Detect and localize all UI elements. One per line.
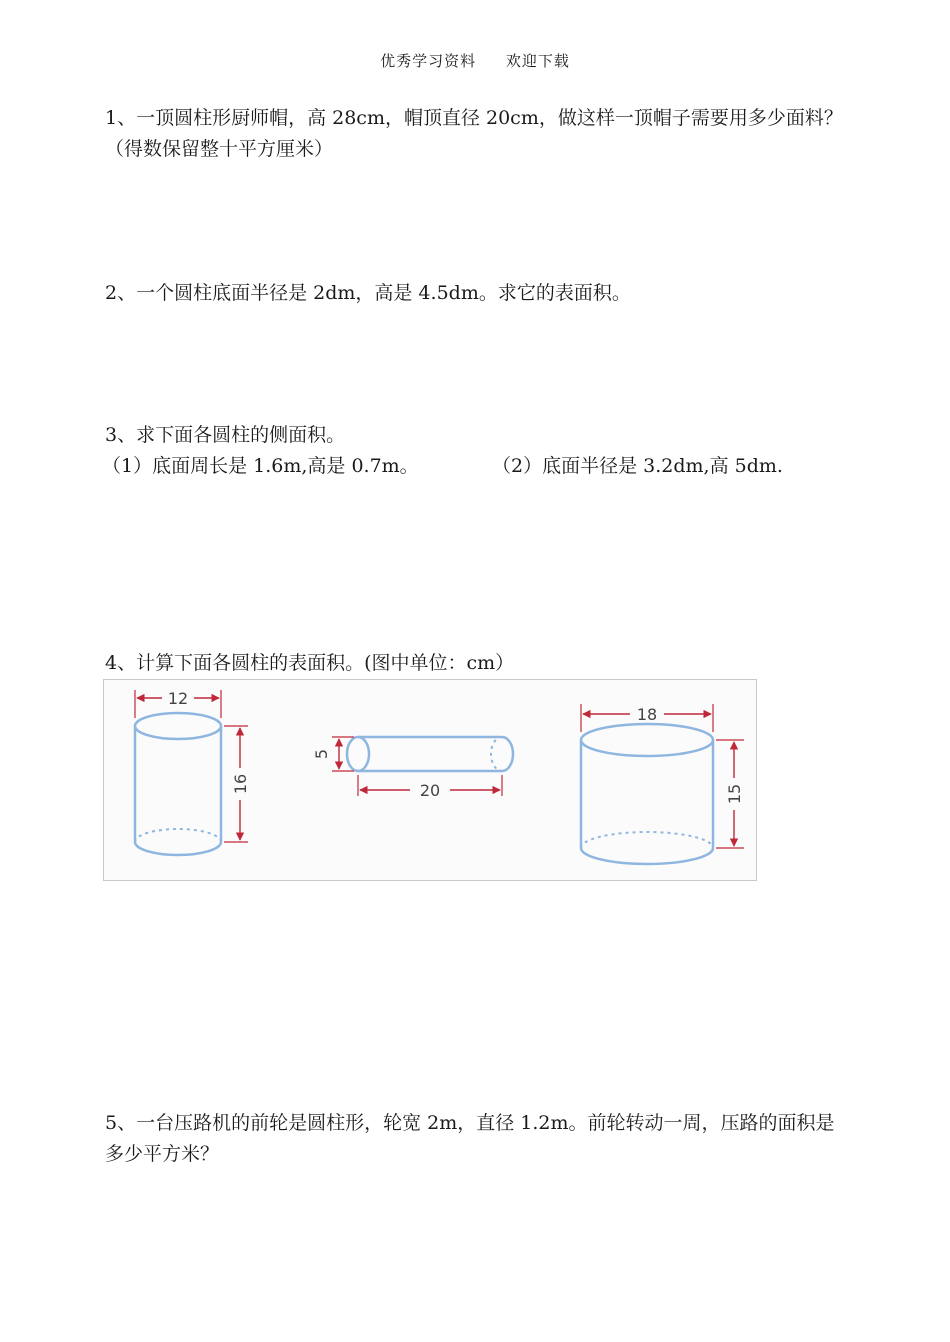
- question-2: 2、一个圆柱底面半径是 2dm，高是 4.5dm。求它的表面积。: [105, 282, 631, 304]
- header-left: 优秀学习资料: [380, 52, 477, 70]
- cylinder-3-height-label: 15: [725, 783, 744, 805]
- question-3-title: 3、求下面各圆柱的侧面积。: [105, 424, 346, 446]
- cylinder-2-length-label: 20: [419, 781, 441, 800]
- cylinder-1: [135, 689, 250, 855]
- question-3: [102, 420, 850, 482]
- cylinder-1-height-label: 16: [231, 773, 250, 795]
- cylinder-2-diameter-label: 5: [312, 748, 331, 760]
- question-3-sub-1: （1）底面周长是 1.6m,高是 0.7m。: [102, 455, 419, 477]
- cylinder-2: [312, 737, 513, 800]
- question-3-sub-2: （2）底面半径是 3.2dm,高 5dm.: [492, 455, 783, 477]
- cylinder-figure-svg: [104, 680, 758, 882]
- cylinder-3-diameter-label: 18: [636, 705, 658, 724]
- question-4: 4、计算下面各圆柱的表面积。(图中单位：cm）: [105, 652, 515, 674]
- cylinder-3: [581, 704, 744, 864]
- cylinder-figure: [103, 679, 757, 881]
- header-right: 欢迎下载: [505, 52, 570, 70]
- cylinder-1-diameter-label: 12: [167, 689, 189, 708]
- question-5: 5、一台压路机的前轮是圆柱形，轮宽 2m，直径 1.2m。前轮转动一周，压路的面积是多少平方米？: [105, 1112, 835, 1165]
- page-header: [0, 50, 950, 71]
- question-3-subitems: [102, 451, 850, 482]
- question-1: 1、一顶圆柱形厨师帽，高 28cm，帽顶直径 20cm，做这样一顶帽子需要用多少面料？（得数保留整十平方厘米）: [105, 107, 843, 160]
